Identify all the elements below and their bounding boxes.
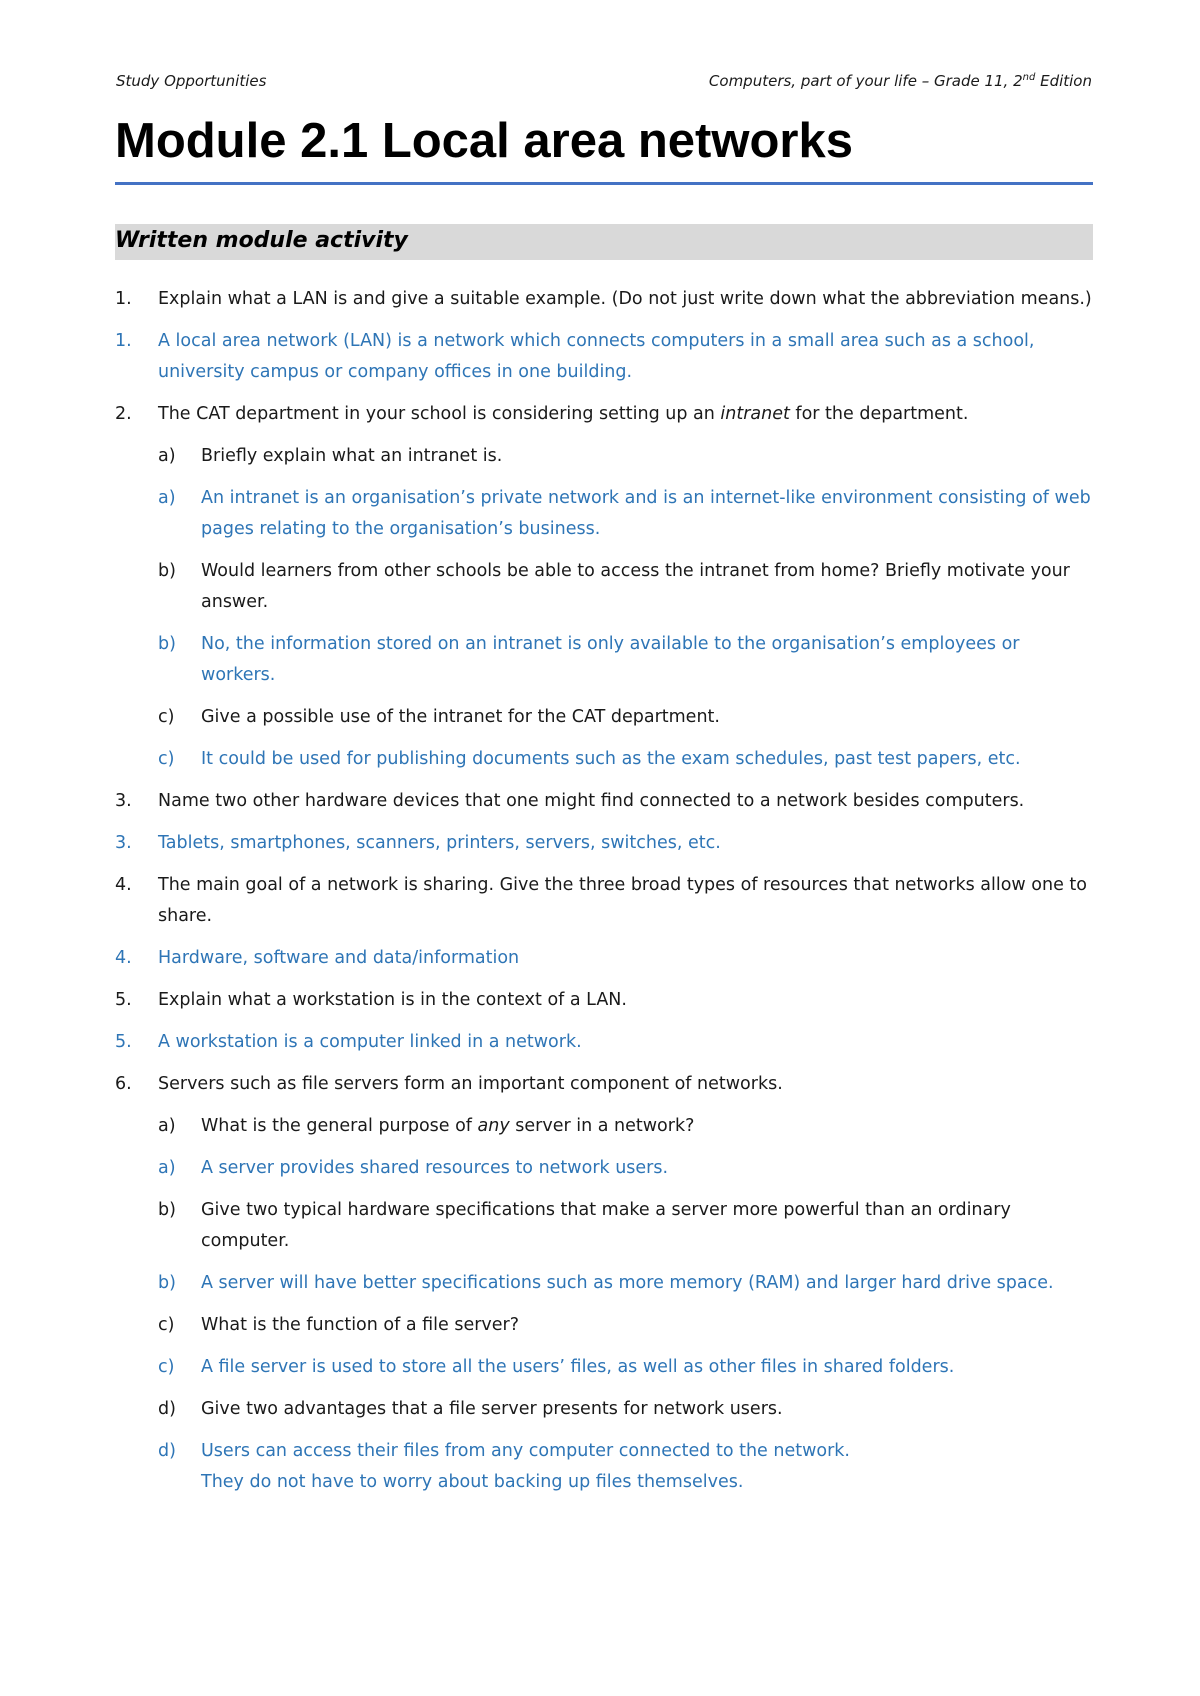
answer-line-2: They do not have to worry about backing up files themselves. [201,1472,744,1492]
text-pre: The CAT department in your school is considering setting up an [158,404,721,424]
answer-6b [115,1268,1095,1299]
question-2c [115,702,1095,733]
item-text: Name two other hardware devices that one might find connected to a network besides computers. [158,791,1025,811]
answer-6d [115,1436,1095,1498]
item-text: Give two typical hardware specifications that make a server more powerful than an ordinary computer. [201,1200,1011,1251]
item-number: a) [158,488,176,508]
item-text: Briefly explain what an intranet is. [201,446,503,466]
item-number: d) [158,1441,176,1461]
item-text: A workstation is a computer linked in a network. [158,1032,582,1052]
page-title: Module 2.1 Local area networks [115,114,853,168]
item-number: d) [158,1399,176,1419]
item-number: 1. [115,331,132,351]
question-4 [115,870,1095,932]
header-right [709,72,1092,90]
question-6b [115,1195,1095,1257]
item-text: Explain what a LAN is and give a suitable example. (Do not just write down what the abbreviation means.) [158,289,1092,309]
text-pre: What is the general purpose of [201,1116,478,1136]
item-text: A server provides shared resources to network users. [201,1158,669,1178]
title-underline [115,182,1093,185]
question-6 [115,1069,1095,1100]
item-text [158,399,1095,430]
text-post: server in a network? [509,1116,695,1136]
item-number: b) [158,561,176,581]
answer-2b [115,629,1095,691]
item-text: A local area network (LAN) is a network which connects computers in a small area such as a school, university campus or company offices in one building. [158,331,1035,382]
item-number: a) [158,446,176,466]
item-number: 2. [115,404,132,424]
answer-2a [115,483,1095,545]
answer-line-1: Users can access their files from any computer connected to the network. [201,1441,850,1461]
answer-4 [115,943,1095,974]
item-number: c) [158,707,175,727]
header-left: Study Opportunities [116,72,267,90]
header-right-main: Computers, part of your life – Grade 11, 2 [708,72,1023,90]
item-text: What is the function of a file server? [201,1315,520,1335]
question-3 [115,786,1095,817]
item-text: An intranet is an organisation’s private network and is an internet-like environment consisting of web pages relating to the organisation’s business. [201,488,1091,539]
item-number: b) [158,634,176,654]
answer-6a [115,1153,1095,1184]
item-text [201,1436,1095,1498]
item-text: Give a possible use of the intranet for the CAT department. [201,707,720,727]
item-text: Would learners from other schools be able to access the intranet from home? Briefly motivate your answer. [201,561,1070,612]
activity-list [115,284,1095,1509]
item-text: Hardware, software and data/information [158,948,520,968]
item-text: The main goal of a network is sharing. Give the three broad types of resources that networks allow one to share. [158,875,1087,926]
item-number: 3. [115,833,132,853]
item-text: It could be used for publishing documents such as the exam schedules, past test papers, etc. [201,749,1021,769]
item-number: a) [158,1158,176,1178]
question-6c [115,1310,1095,1341]
item-text: Explain what a workstation is in the context of a LAN. [158,990,627,1010]
question-1 [115,284,1095,315]
item-text: A file server is used to store all the users’ files, as well as other files in shared folders. [201,1357,955,1377]
item-number: 5. [115,990,132,1010]
item-text: Give two advantages that a file server presents for network users. [201,1399,783,1419]
item-number: c) [158,1315,175,1335]
answer-1 [115,326,1095,388]
item-number: c) [158,749,175,769]
answer-3 [115,828,1095,859]
item-text: A server will have better specifications such as more memory (RAM) and larger hard drive space. [201,1273,1054,1293]
section-title: Written module activity [115,228,408,253]
text-em: any [477,1116,510,1136]
header-right-sup: nd [1022,72,1036,83]
item-number: 4. [115,875,132,895]
answer-2c [115,744,1095,775]
answer-6c [115,1352,1095,1383]
item-number: c) [158,1357,175,1377]
text-post: for the department. [789,404,969,424]
question-2b [115,556,1095,618]
question-6d [115,1394,1095,1425]
item-number: 3. [115,791,132,811]
item-number: a) [158,1116,176,1136]
item-number: b) [158,1273,176,1293]
item-number: b) [158,1200,176,1220]
question-2a [115,441,1095,472]
answer-5 [115,1027,1095,1058]
item-number: 4. [115,948,132,968]
item-text: Tablets, smartphones, scanners, printers, servers, switches, etc. [158,833,721,853]
item-text: No, the information stored on an intranet is only available to the organisation’s employees or workers. [201,634,1020,685]
item-text: Servers such as file servers form an important component of networks. [158,1074,783,1094]
item-number: 5. [115,1032,132,1052]
question-6a [115,1111,1095,1142]
header-right-tail: Edition [1035,72,1092,90]
question-2 [115,399,1095,430]
text-em: intranet [720,404,790,424]
question-5 [115,985,1095,1016]
item-text [201,1111,1095,1142]
item-number: 6. [115,1074,132,1094]
item-number: 1. [115,289,132,309]
